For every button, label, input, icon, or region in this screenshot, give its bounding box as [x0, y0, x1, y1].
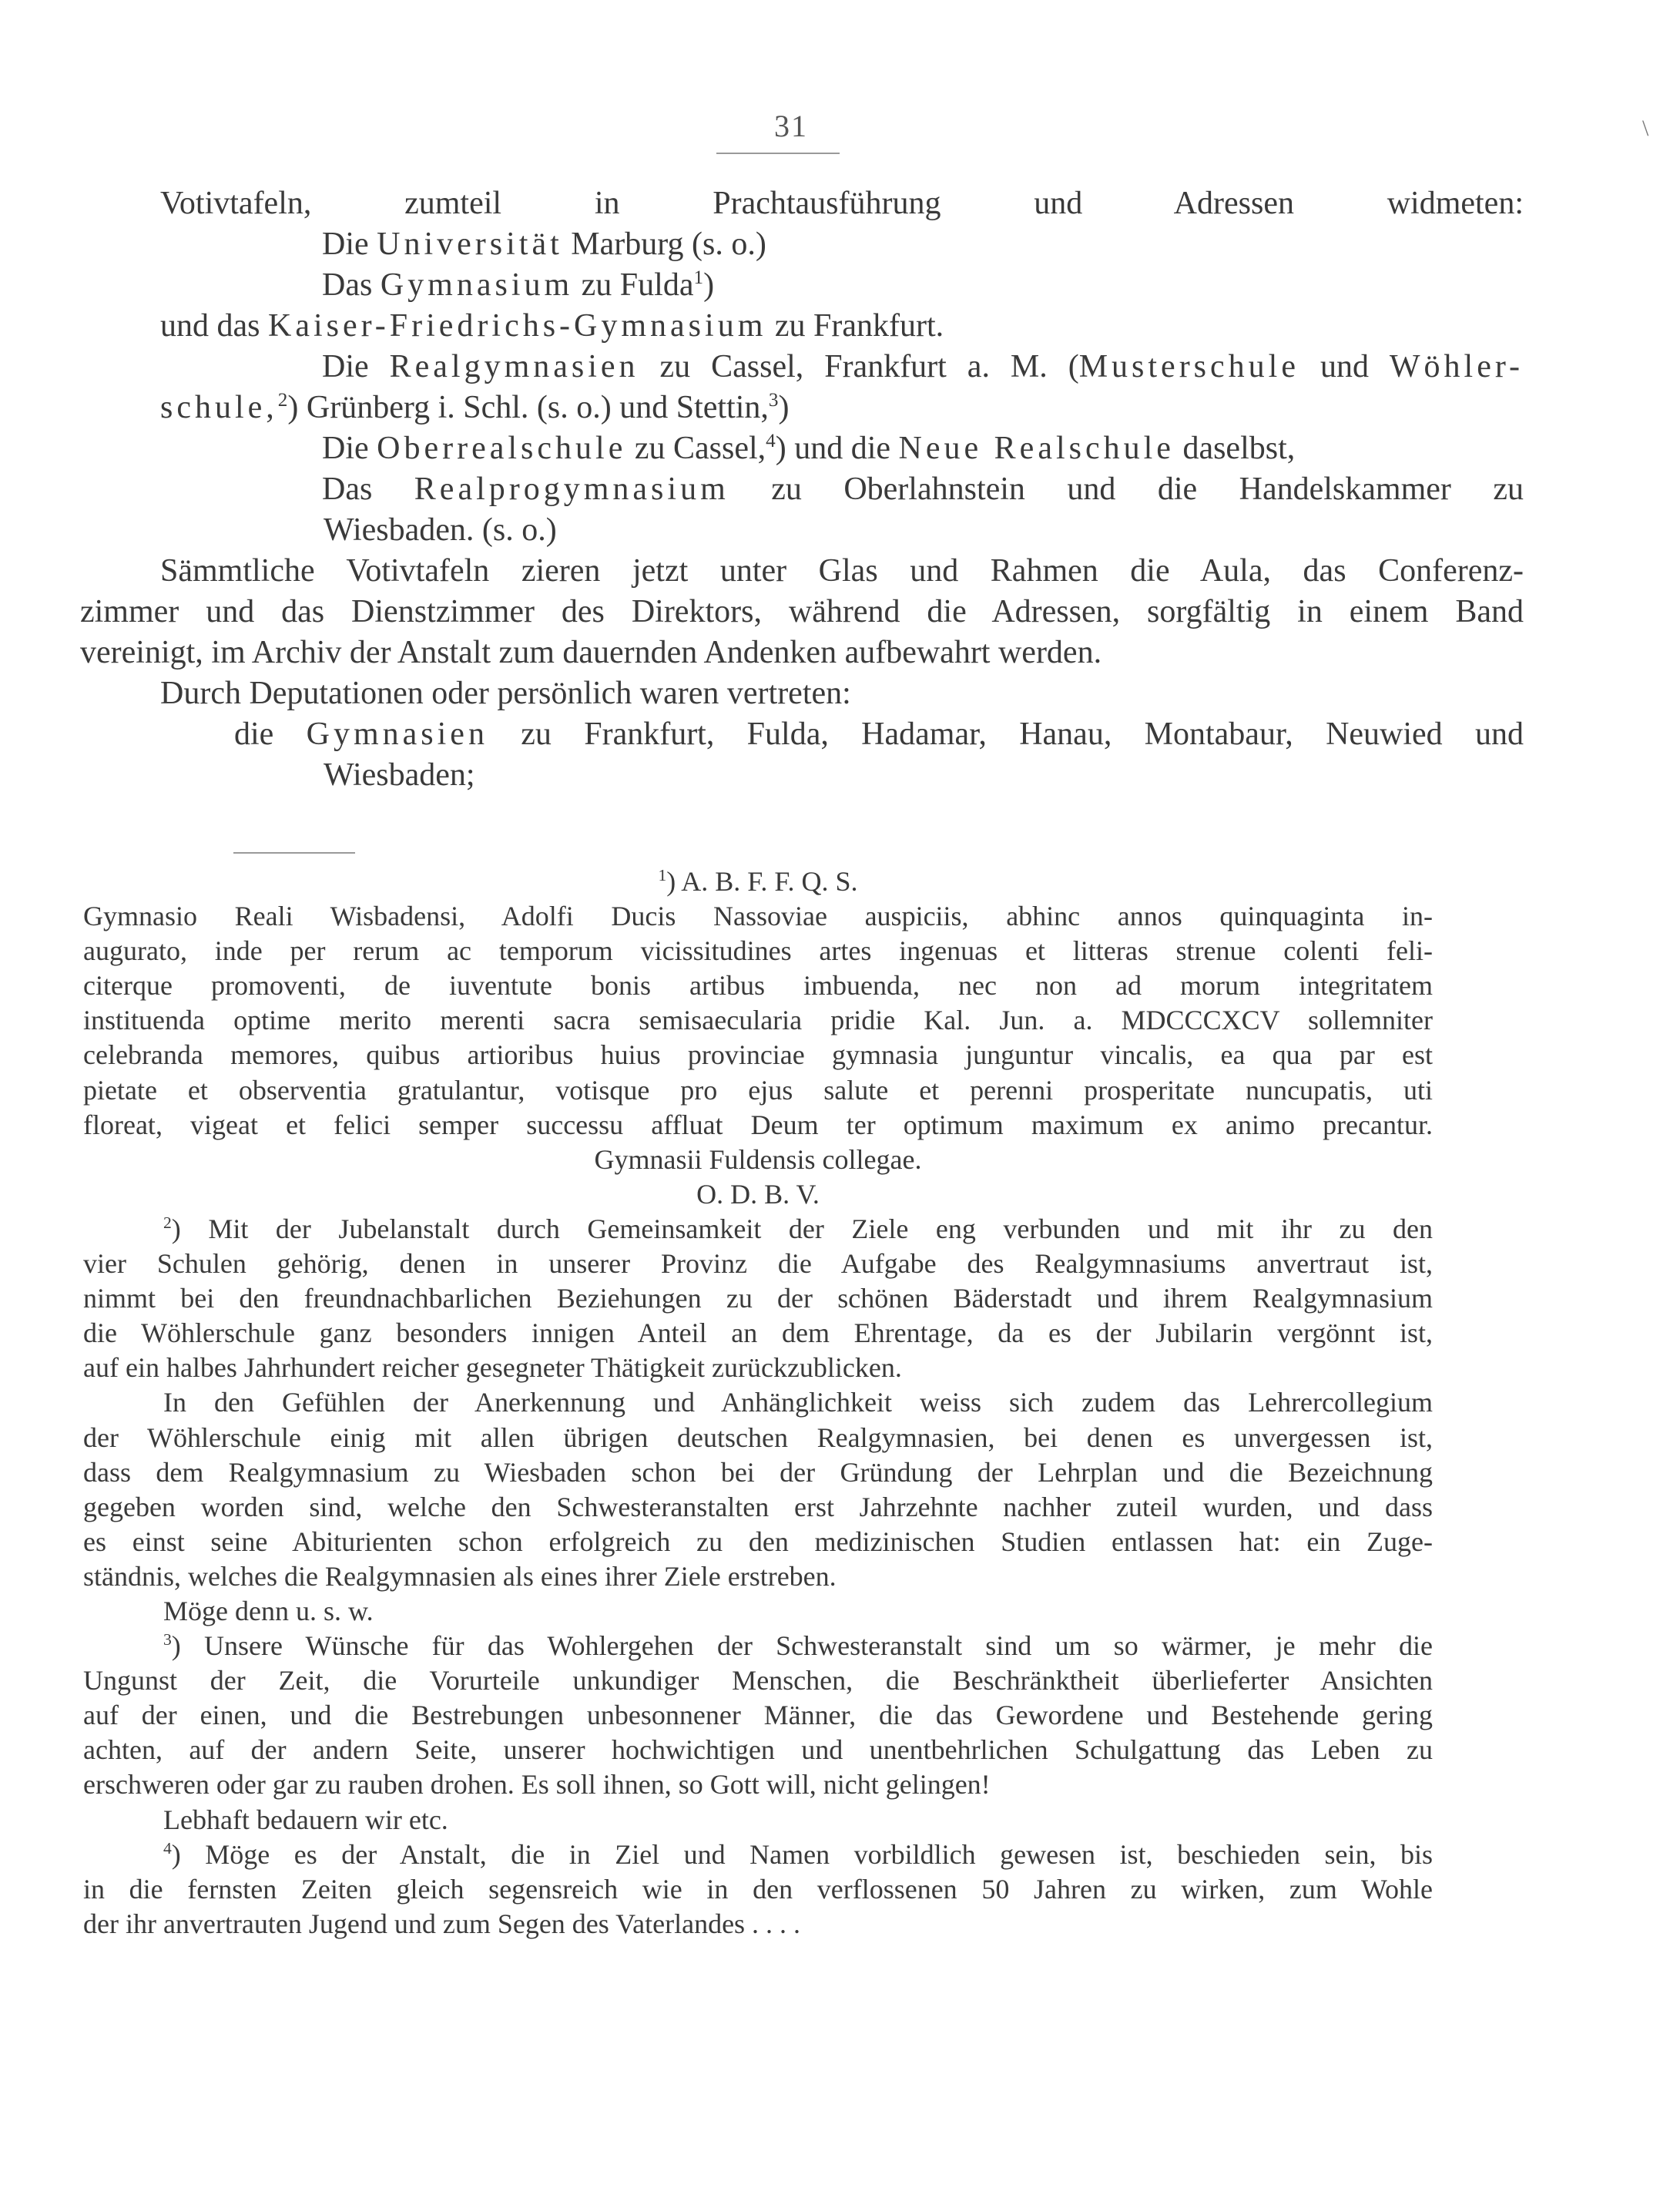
text-run: auf der einen, und die Bestrebungen unbesonnener Männer, die das Gewordene und Bestehende gering: [83, 1700, 1433, 1731]
text-run: ) Möge es der Anstalt, die in Ziel und Namen vorbildlich gewesen ist, beschieden sein, bis: [171, 1838, 1433, 1870]
text-run: In den Gefühlen der Anerkennung und Anhänglichkeit weiss sich zudem das Lehrercollegium: [163, 1387, 1433, 1418]
text-run: Sämmtliche Votivtafeln zieren jetzt unter Glas und Rahmen die Aula, das Conferenz-: [160, 553, 1524, 589]
text-run: es einst seine Abiturienten schon erfolgreich zu den medizinischen Studien entlassen hat: ein Zuge-: [83, 1525, 1433, 1557]
footnote-marker: 4: [766, 431, 776, 451]
text-run: zu Frankfurt, Fulda, Hadamar, Hanau, Montabaur, Neuwied und: [488, 717, 1524, 752]
text-run: erschweren oder gar zu rauben drohen. Es soll ihnen, so Gott will, nicht gelingen!: [83, 1769, 991, 1801]
footnote-line: [83, 1212, 1433, 1247]
text-run: ) Unsere Wünsche für das Wohlergehen der Schwesteranstalt sind um so wärmer, je mehr die: [171, 1630, 1433, 1662]
text-run: der Wöhlerschule einig mit allen übrigen deutschen Realgymnasien, bei denen es unvergessen ist,: [83, 1421, 1433, 1453]
text-run: achten, auf der andern Seite, unserer hochwichtigen und unentbehrlichen Schulgattung das Leben zu: [83, 1734, 1433, 1766]
text-line: [160, 469, 1524, 510]
footnotes: [83, 864, 1433, 1942]
footnote-line: [83, 1559, 1433, 1594]
text-run: ): [703, 267, 715, 303]
text-run: Ungunst der Zeit, die Vorurteile unkundiger Menschen, die Beschränktheit überlieferter Ansichten: [83, 1665, 1433, 1697]
spaced-emphasis-text: Kaiser-Friedrichs-Gymnasium: [268, 308, 767, 344]
text-run: Die: [322, 349, 390, 384]
spaced-emphasis-text: Neue Realschule: [898, 431, 1175, 466]
text-line: [160, 224, 1524, 265]
text-run: und das: [160, 308, 268, 344]
text-run: zu Cassel, Frankfurt a. M. (: [639, 349, 1079, 384]
footnote-marker: 1: [658, 866, 667, 884]
footnote-line: [83, 1629, 1433, 1663]
footnote-line: [83, 1316, 1433, 1351]
text-run: ): [778, 390, 790, 425]
footnote-line: [83, 1385, 1433, 1420]
text-line: [80, 633, 1524, 673]
footnote-marker: 3: [768, 390, 779, 411]
page-number: 31: [774, 109, 808, 143]
footnote-line: [83, 1733, 1433, 1767]
text-run: nimmt bei den freundnachbarlichen Beziehungen zu der schönen Bäderstadt und ihrem Realgymnasium: [83, 1283, 1433, 1314]
text-run: O. D. B. V.: [696, 1178, 820, 1210]
footnote-separator: [233, 852, 355, 854]
text-line: [160, 673, 1524, 714]
footnote-line: [83, 1663, 1433, 1698]
text-run: augurato, inde per rerum ac temporum vicissitudines artes ingenuas et litteras strenue colenti feli-: [83, 935, 1433, 967]
text-run: instituenda optime merito merenti sacra semisaecularia pridie Kal. Jun. a. MDCCCXCV sollemniter: [83, 1005, 1433, 1036]
text-run: gegeben worden sind, welche den Schwesteranstalten erst Jahrzehnte nachher zuteil wurden, und dass: [83, 1491, 1433, 1522]
text-run: vier Schulen gehörig, denen in unserer Provinz die Aufgabe des Realgymnasiums anvertraut ist,: [83, 1248, 1433, 1280]
text-run: pietate et observentia gratulantur, votisque pro ejus salute et perenni prosperitate nuncupatis, uti: [83, 1074, 1433, 1106]
text-run: auf ein halbes Jahrhundert reicher gesegneter Thätigkeit zurückzublicken.: [83, 1352, 902, 1384]
spaced-emphasis-text: Musterschule: [1078, 349, 1299, 384]
text-line: [160, 306, 1524, 347]
text-line: [160, 551, 1524, 592]
text-run: Votivtafeln, zumteil in Prachtausführung und Adressen widmeten:: [160, 186, 1524, 221]
footnote-marker: 2: [277, 390, 288, 411]
footnote-line: [83, 1872, 1433, 1907]
text-run: Lebhaft bedauern wir etc.: [163, 1804, 448, 1835]
text-run: vereinigt, im Archiv der Anstalt zum dauernden Andenken aufbewahrt werden.: [80, 635, 1102, 670]
spaced-emphasis-text: Realgymnasien: [389, 349, 639, 384]
text-run: ) Grünberg i. Schl. (s. o.) und Stettin,: [287, 390, 769, 425]
footnote-marker: 3: [163, 1630, 172, 1650]
footnote-line: [83, 1108, 1433, 1143]
text-run: celebranda memores, quibus artioribus huius provinciae gymnasia junguntur vincalis, ea qua par est: [83, 1039, 1433, 1071]
text-run: zu Cassel,: [626, 431, 766, 466]
footnote-line: [83, 1073, 1433, 1108]
footnote-line: [83, 1143, 1433, 1177]
footnote-line: [83, 1247, 1433, 1281]
text-line: [160, 510, 1524, 551]
footnote-line: [83, 1803, 1433, 1838]
text-run: ) und die: [775, 431, 899, 466]
text-run: ständnis, welches die Realgymnasien als eines ihrer Ziele erstreben.: [83, 1560, 837, 1592]
page-number-rule: [716, 153, 840, 154]
footnote-line: [83, 1525, 1433, 1559]
footnote-marker: 1: [693, 267, 704, 288]
text-run: Das: [322, 267, 381, 303]
text-run: daselbst,: [1174, 431, 1296, 466]
text-line: [160, 265, 1524, 306]
spaced-emphasis-text: Gymnasium: [380, 267, 574, 303]
text-run: Wiesbaden;: [324, 757, 475, 793]
text-line: [160, 428, 1524, 469]
spaced-emphasis-text: schule,: [160, 390, 278, 425]
footnote-marker: 4: [163, 1838, 172, 1858]
text-run: Marburg (s. o.): [562, 227, 766, 262]
footnote-line: [83, 1003, 1433, 1038]
spaced-emphasis-text: Realprogymnasium: [414, 472, 729, 507]
text-run: citerque promoventi, de iuventute bonis artibus imbuenda, nec non ad morum integritatem: [83, 970, 1433, 1002]
spaced-emphasis-text: Wöhler-: [1389, 349, 1524, 384]
text-run: ) A. B. F. F. Q. S.: [666, 866, 858, 897]
text-line: [160, 388, 1524, 428]
spaced-emphasis-text: Universität: [377, 227, 563, 262]
footnote-line: [83, 934, 1433, 968]
text-run: Gymnasio Reali Wisbadensi, Adolfi Ducis Nassoviae auspiciis, abhinc annos quinquaginta in-: [83, 901, 1433, 932]
footnote-line: [83, 899, 1433, 934]
footnote-line: [83, 1281, 1433, 1316]
text-run: zu Frankfurt.: [766, 308, 944, 344]
text-run: zimmer und das Dienstzimmer des Direktors, während die Adressen, sorgfältig in einem Band: [80, 594, 1524, 629]
text-run: der ihr anvertrauten Jugend und zum Segen des Vaterlandes . . . .: [83, 1908, 801, 1939]
footnote-line: [83, 1698, 1433, 1733]
footnote-line: [83, 1421, 1433, 1455]
footnote-line: [83, 1455, 1433, 1490]
footnote-line: [83, 1490, 1433, 1525]
spaced-emphasis-text: Oberrealschule: [377, 431, 627, 466]
main-text: [80, 183, 1524, 796]
text-run: die Wöhlerschule ganz besonders innigen Anteil an dem Ehrentage, da es der Jubilarin vergönnt ist,: [83, 1317, 1433, 1349]
footnote-line: [83, 1351, 1433, 1385]
text-line: [160, 714, 1524, 755]
text-line: [80, 592, 1524, 633]
footnote-line: [83, 968, 1433, 1003]
footnote-line: [83, 1177, 1433, 1212]
text-run: ) Mit der Jubelanstalt durch Gemeinsamkeit der Ziele eng verbunden und mit ihr zu den: [171, 1213, 1433, 1244]
footnote-line: [83, 1907, 1433, 1942]
text-run: zu Fulda: [573, 267, 694, 303]
stray-mark: \: [1642, 116, 1649, 141]
footnote-line: [83, 1767, 1433, 1802]
text-run: Die: [322, 431, 377, 466]
text-line: [160, 755, 1524, 796]
footnote-line: [83, 1038, 1433, 1072]
text-run: floreat, vigeat et felici semper successu affluat Deum ter optimum maximum ex animo precantur.: [83, 1109, 1433, 1140]
footnote-line: [83, 1594, 1433, 1629]
text-run: Das: [322, 472, 414, 507]
text-run: Möge denn u. s. w.: [163, 1595, 374, 1626]
text-run: und: [1299, 349, 1390, 384]
text-run: zu Oberlahnstein und die Handelskammer zu: [729, 472, 1524, 507]
spaced-emphasis-text: Gymnasien: [306, 717, 488, 752]
text-run: Durch Deputationen oder persönlich waren vertreten:: [160, 676, 851, 711]
text-line: [160, 183, 1524, 224]
footnote-line: [83, 864, 1433, 899]
footnote-line: [83, 1838, 1433, 1872]
text-run: in die fernsten Zeiten gleich segensreich wie in den verflossenen 50 Jahren zu wirken, zum Wohle: [83, 1873, 1433, 1905]
text-run: Die: [322, 227, 377, 262]
footnote-marker: 2: [163, 1213, 172, 1232]
text-run: dass dem Realgymnasium zu Wiesbaden schon bei der Gründung der Lehrplan und die Bezeichnung: [83, 1456, 1433, 1488]
text-run: Wiesbaden. (s. o.): [324, 512, 557, 548]
text-run: Gymnasii Fuldensis collegae.: [594, 1143, 922, 1175]
text-run: die: [234, 717, 307, 752]
text-line: [160, 347, 1524, 388]
